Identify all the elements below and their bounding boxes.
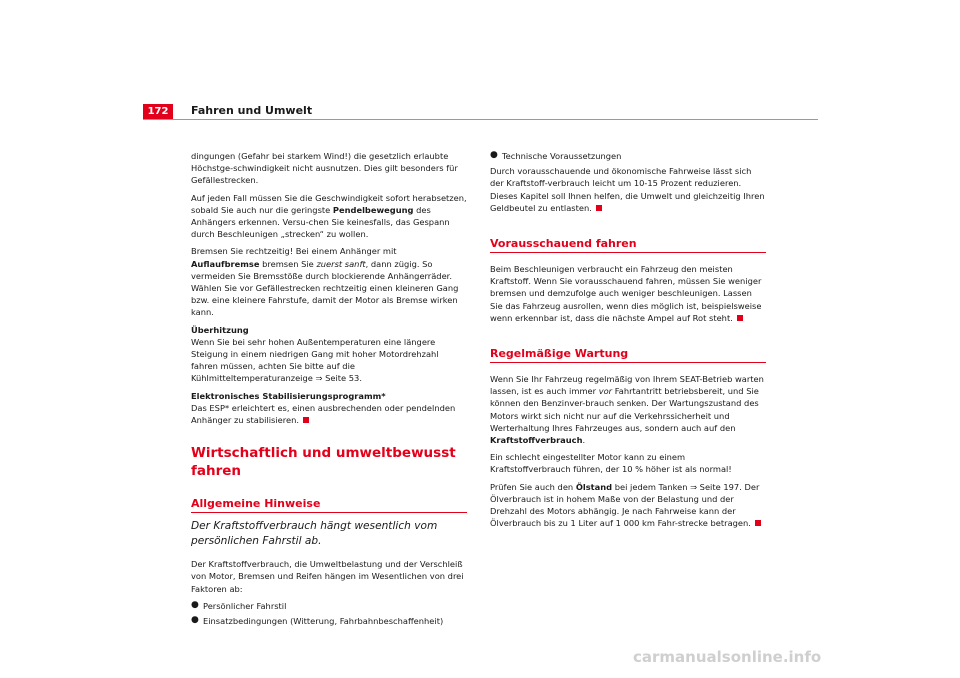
- bold-term: Auflaufbremse: [191, 258, 260, 269]
- paragraph: Wenn Sie Ihr Fahrzeug regelmäßig von Ihrem SEAT-Betrieb warten lassen, ist es auch immer vor Fahrtantritt betriebsbereit, und Sie können den Benzinver-brauch senken. Der Wartungszustand des Motors wirkt sich nicht nur auf die Verkehrssicherheit und Werterhaltung Ihres Fahrzeuges aus, sondern auch auf den Kraftstoffverbrauch.: [490, 374, 764, 446]
- list-item: ● Persönlicher Fahrstil: [191, 599, 287, 611]
- right-column: [490, 150, 766, 534]
- paragraph: Beim Beschleunigen verbraucht ein Fahrzeug den meisten Kraftstoff. Wenn Sie vorausschauend fahren, müssen Sie weniger bremsen und demzufolge auch weniger beschleunigen. Lassen Sie das Fahrzeug ausrollen, wenn dies möglich ist, beispielsweise wenn erkennbar ist, dass die nächste Ampel auf Rot steht.: [490, 264, 762, 323]
- italic-term: vor: [598, 386, 613, 397]
- paragraph: Durch vorausschauende und ökonomische Fahrweise lässt sich der Kraftstoff-verbrauch leicht um 10-15 Prozent reduzieren. Dieses Kapitel soll Ihnen helfen, die Umwelt und gleichzeitig Ihren Geldbeutel zu entlasten.: [490, 166, 765, 213]
- bullet-dot-icon: ●: [191, 599, 199, 610]
- section-heading-maintenance: Regelmäßige Wartung: [490, 346, 766, 363]
- paragraph: Prüfen Sie auch den Ölstand bei jedem Tanken ⇒ Seite 197. Der Ölverbrauch ist in hohem Maße von der Belastung und der Drehzahl des Motors abhängig. Je nach Fahrweise kann der Ölverbrauch bis zu 1 Liter auf 1 000 km Fahr-strecke betragen.: [490, 481, 760, 529]
- section-heading-anticipatory: Vorausschauend fahren: [490, 236, 766, 253]
- italic-term: zuerst sanft: [316, 258, 366, 269]
- list-item: ● Einsatzbedingungen (Witterung, Fahrbahnbeschaffenheit): [191, 615, 444, 627]
- lead-text: Der Kraftstoffverbrauch hängt wesentlich vom persönlichen Fahrstil ab.: [191, 520, 438, 548]
- bold-term: Kraftstoffverbrauch: [490, 435, 583, 446]
- paragraph: Ein schlecht eingestellter Motor kann zu einem Kraftstoffverbrauch führen, der 10 % höher ist als normal!: [490, 452, 732, 475]
- paragraph: Wenn Sie bei sehr hohen Außentemperaturen eine längere Steigung in einem niedrigen Gang mit hoher Motordrehzahl fahren müssen, achten Sie bitte auf die Kühlmitteltemperaturanzeige ⇒ Seite 53.: [191, 336, 439, 384]
- list-item: ● Technische Voraussetzungen: [490, 150, 622, 161]
- left-column: [191, 150, 467, 630]
- bold-term: Ölstand: [575, 481, 613, 492]
- page-number: 172: [143, 104, 173, 119]
- paragraph: Der Kraftstoffverbrauch, die Umweltbelastung und der Verschleiß von Motor, Bremsen und Reifen hängen im Wesentlichen von drei Faktoren ab:: [191, 559, 464, 594]
- bullet-dot-icon: ●: [490, 150, 498, 160]
- subheading-overheating: Überhitzung: [191, 324, 249, 335]
- watermark: carmanualsonline.info: [633, 648, 822, 666]
- bold-term: Pendelbewegung: [332, 204, 414, 215]
- end-of-section-square-icon: [596, 205, 602, 211]
- bullet-dot-icon: ●: [191, 615, 199, 626]
- paragraph: Das ESP* erleichtert es, einen ausbrechenden oder pendelnden Anhänger zu stabilisieren.: [191, 402, 456, 426]
- section-heading-general: Allgemeine Hinweise: [191, 496, 467, 513]
- end-of-section-square-icon: [755, 520, 761, 526]
- header-divider: [143, 119, 818, 120]
- end-of-section-square-icon: [303, 417, 309, 423]
- paragraph: Bremsen Sie rechtzeitig! Bei einem Anhänger mit Auflaufbremse bremsen Sie zuerst sanft, dann zügig. So vermeiden Sie Bremsstöße durch blockierende Anhängerräder. Wählen Sie vor Gefällestrecken rechtzeitig einen kleineren Gang bzw. eine kleinere Fahrstufe, damit der Motor als Bremse wirken kann.: [191, 246, 459, 318]
- paragraph: dingungen (Gefahr bei starkem Wind!) die gesetzlich erlaubte Höchstge-schwindigkeit nicht ausnutzen. Dies gilt besonders für Gefällestrecken.: [191, 151, 458, 186]
- subheading-esp: Elektronisches Stabilisierungsprogramm*: [191, 390, 386, 401]
- paragraph: Auf jeden Fall müssen Sie die Geschwindigkeit sofort herabsetzen, sobald Sie auch nur die geringste Pendelbewegung des Anhängers erkennen. Versu-chen Sie keinesfalls, das Gespann durch Beschleunigen „strecken“ zu wollen.: [191, 192, 467, 240]
- chapter-heading: Wirtschaftlich und umweltbewusst fahren: [191, 445, 456, 480]
- end-of-section-square-icon: [737, 315, 743, 321]
- page-header-title: Fahren und Umwelt: [191, 104, 313, 117]
